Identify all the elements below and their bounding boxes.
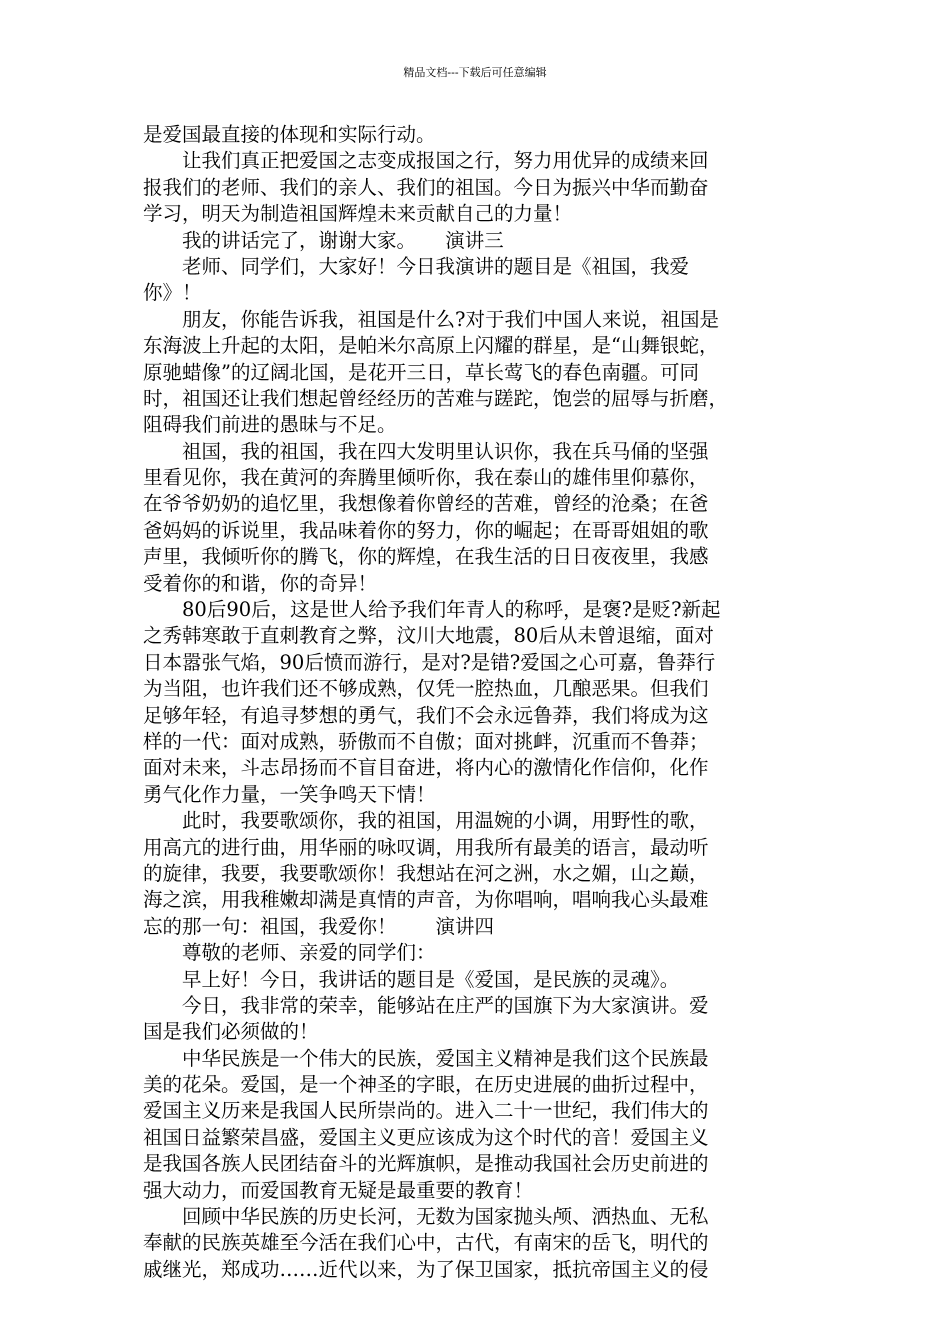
- text-line: 祖国日益繁荣昌盛，爱国主义更应该成为这个时代的音！爱国主义: [143, 1125, 709, 1149]
- text-line: 我的讲话完了，谢谢大家。 演讲三: [143, 228, 504, 252]
- text-line: 戚继光，郑成功……近代以来，为了保卫国家，抵抗帝国主义的侵: [143, 1257, 709, 1281]
- text-line: 是我国各族人民团结奋斗的光辉旗帜，是推动我国社会历史前进的: [143, 1152, 709, 1176]
- text-line: 回顾中华民族的历史长河，无数为国家抛头颅、洒热血、无私: [143, 1205, 709, 1229]
- text-line: 今日，我非常的荣幸，能够站在庄严的国旗下为大家演讲。爱: [143, 993, 709, 1017]
- text-line: 早上好！今日，我讲话的题目是《爱国，是民族的灵魂》。: [143, 967, 680, 991]
- text-line: 在爷爷奶奶的追忆里，我想像着你曾经的苦难，曾经的沧桑；在爸: [143, 492, 709, 516]
- text-line: 让我们真正把爱国之志变成报国之行，努力用优异的成绩来回: [143, 149, 709, 173]
- text-line: 勇气化作力量，一笑争鸣天下情！: [143, 782, 436, 806]
- text-line: 里看见你，我在黄河的奔腾里倾听你，我在泰山的雄伟里仰慕你，: [143, 466, 709, 490]
- text-line: 是爱国最直接的体现和实际行动。: [143, 123, 436, 146]
- text-line: 老师、同学们，大家好！今日我演讲的题目是《祖国，我爱: [143, 254, 690, 278]
- text-line: 声里，我倾听你的腾飞，你的辉煌，在我生活的日日夜夜里，我感: [143, 545, 709, 569]
- text-line: 的旋律，我要，我要歌颂你！我想站在河之洲，水之媚，山之巅，: [143, 861, 709, 885]
- text-line: 80后90后，这是世人给予我们年青人的称呼，是褒?是贬?新起: [143, 598, 721, 622]
- text-line: 爸妈妈的诉说里，我品味着你的努力，你的崛起；在哥哥姐姐的歌: [143, 518, 709, 542]
- text-line: 忘的那一句：祖国，我爱你！ 演讲四: [143, 914, 495, 938]
- text-line: 用高亢的进行曲，用华丽的咏叹调，用我所有最美的语言，最动听: [143, 835, 709, 859]
- text-line: 时，祖国还让我们想起曾经经历的苦难与蹉跎，饱尝的屈辱与折磨，: [143, 386, 729, 410]
- text-line: 学习，明天为制造祖国辉煌未来贡献自己的力量！: [143, 202, 573, 226]
- text-line: 朋友，你能告诉我，祖国是什么?对于我们中国人来说，祖国是: [143, 307, 719, 331]
- text-line: 东海波上升起的太阳，是帕米尔高原上闪耀的群星，是“山舞银蛇，: [143, 334, 719, 358]
- text-line: 足够年轻，有追寻梦想的勇气，我们不会永远鲁莽，我们将成为这: [143, 703, 709, 727]
- text-line: 爱国主义历来是我国人民所崇尚的。进入二十一世纪，我们伟大的: [143, 1099, 709, 1123]
- text-line: 海之滨，用我稚嫩却满是真情的声音，为你唱响，唱响我心头最难: [143, 888, 709, 912]
- text-line: 美的花朵。爱国，是一个神圣的字眼，在历史进展的曲折过程中，: [143, 1073, 709, 1097]
- text-line: 祖国，我的祖国，我在四大发明里认识你，我在兵马俑的坚强: [143, 439, 709, 463]
- text-line: 为当阻，也许我们还不够成熟，仅凭一腔热血，几酿恶果。但我们: [143, 677, 709, 701]
- text-line: 面对未来，斗志昂扬而不盲目奋进，将内心的激情化作信仰，化作: [143, 756, 709, 780]
- text-line: 奉献的民族英雄至今活在我们心中，古代，有南宋的岳飞，明代的: [143, 1231, 709, 1255]
- text-line: 样的一代：面对成熟，骄傲而不自傲；面对挑衅，沉重而不鲁莽；: [143, 729, 709, 753]
- text-line: 国是我们必须做的！: [143, 1020, 319, 1044]
- text-line: 尊敬的老师、亲爱的同学们：: [143, 941, 436, 965]
- text-line: 阻碍我们前进的愚昧与不足。: [143, 413, 397, 437]
- text-line: 此时，我要歌颂你，我的祖国，用温婉的小调，用野性的歌，: [143, 809, 709, 833]
- page-header: 精品文档---下载后可任意编辑: [403, 66, 547, 79]
- document-body: [143, 122, 833, 1283]
- text-line: 受着你的和谐，你的奇异！: [143, 571, 378, 595]
- text-line: 之秀韩寒敢于直刺教育之弊，汶川大地震，80后从未曾退缩，面对: [143, 624, 714, 648]
- text-line: 你》！: [143, 281, 202, 305]
- text-line: 强大动力，而爱国教育无疑是最重要的教育！: [143, 1178, 534, 1202]
- text-line: 中华民族是一个伟大的民族，爱国主义精神是我们这个民族最: [143, 1046, 709, 1070]
- text-line: 报我们的老师、我们的亲人、我们的祖国。今日为振兴中华而勤奋: [143, 175, 709, 199]
- text-line: 日本嚣张气焰，90后愤而游行，是对?是错?爱国之心可嘉，鲁莽行: [143, 650, 716, 674]
- text-line: 原驰蜡像”的辽阔北国，是花开三日，草长莺飞的春色南疆。可同: [143, 360, 699, 384]
